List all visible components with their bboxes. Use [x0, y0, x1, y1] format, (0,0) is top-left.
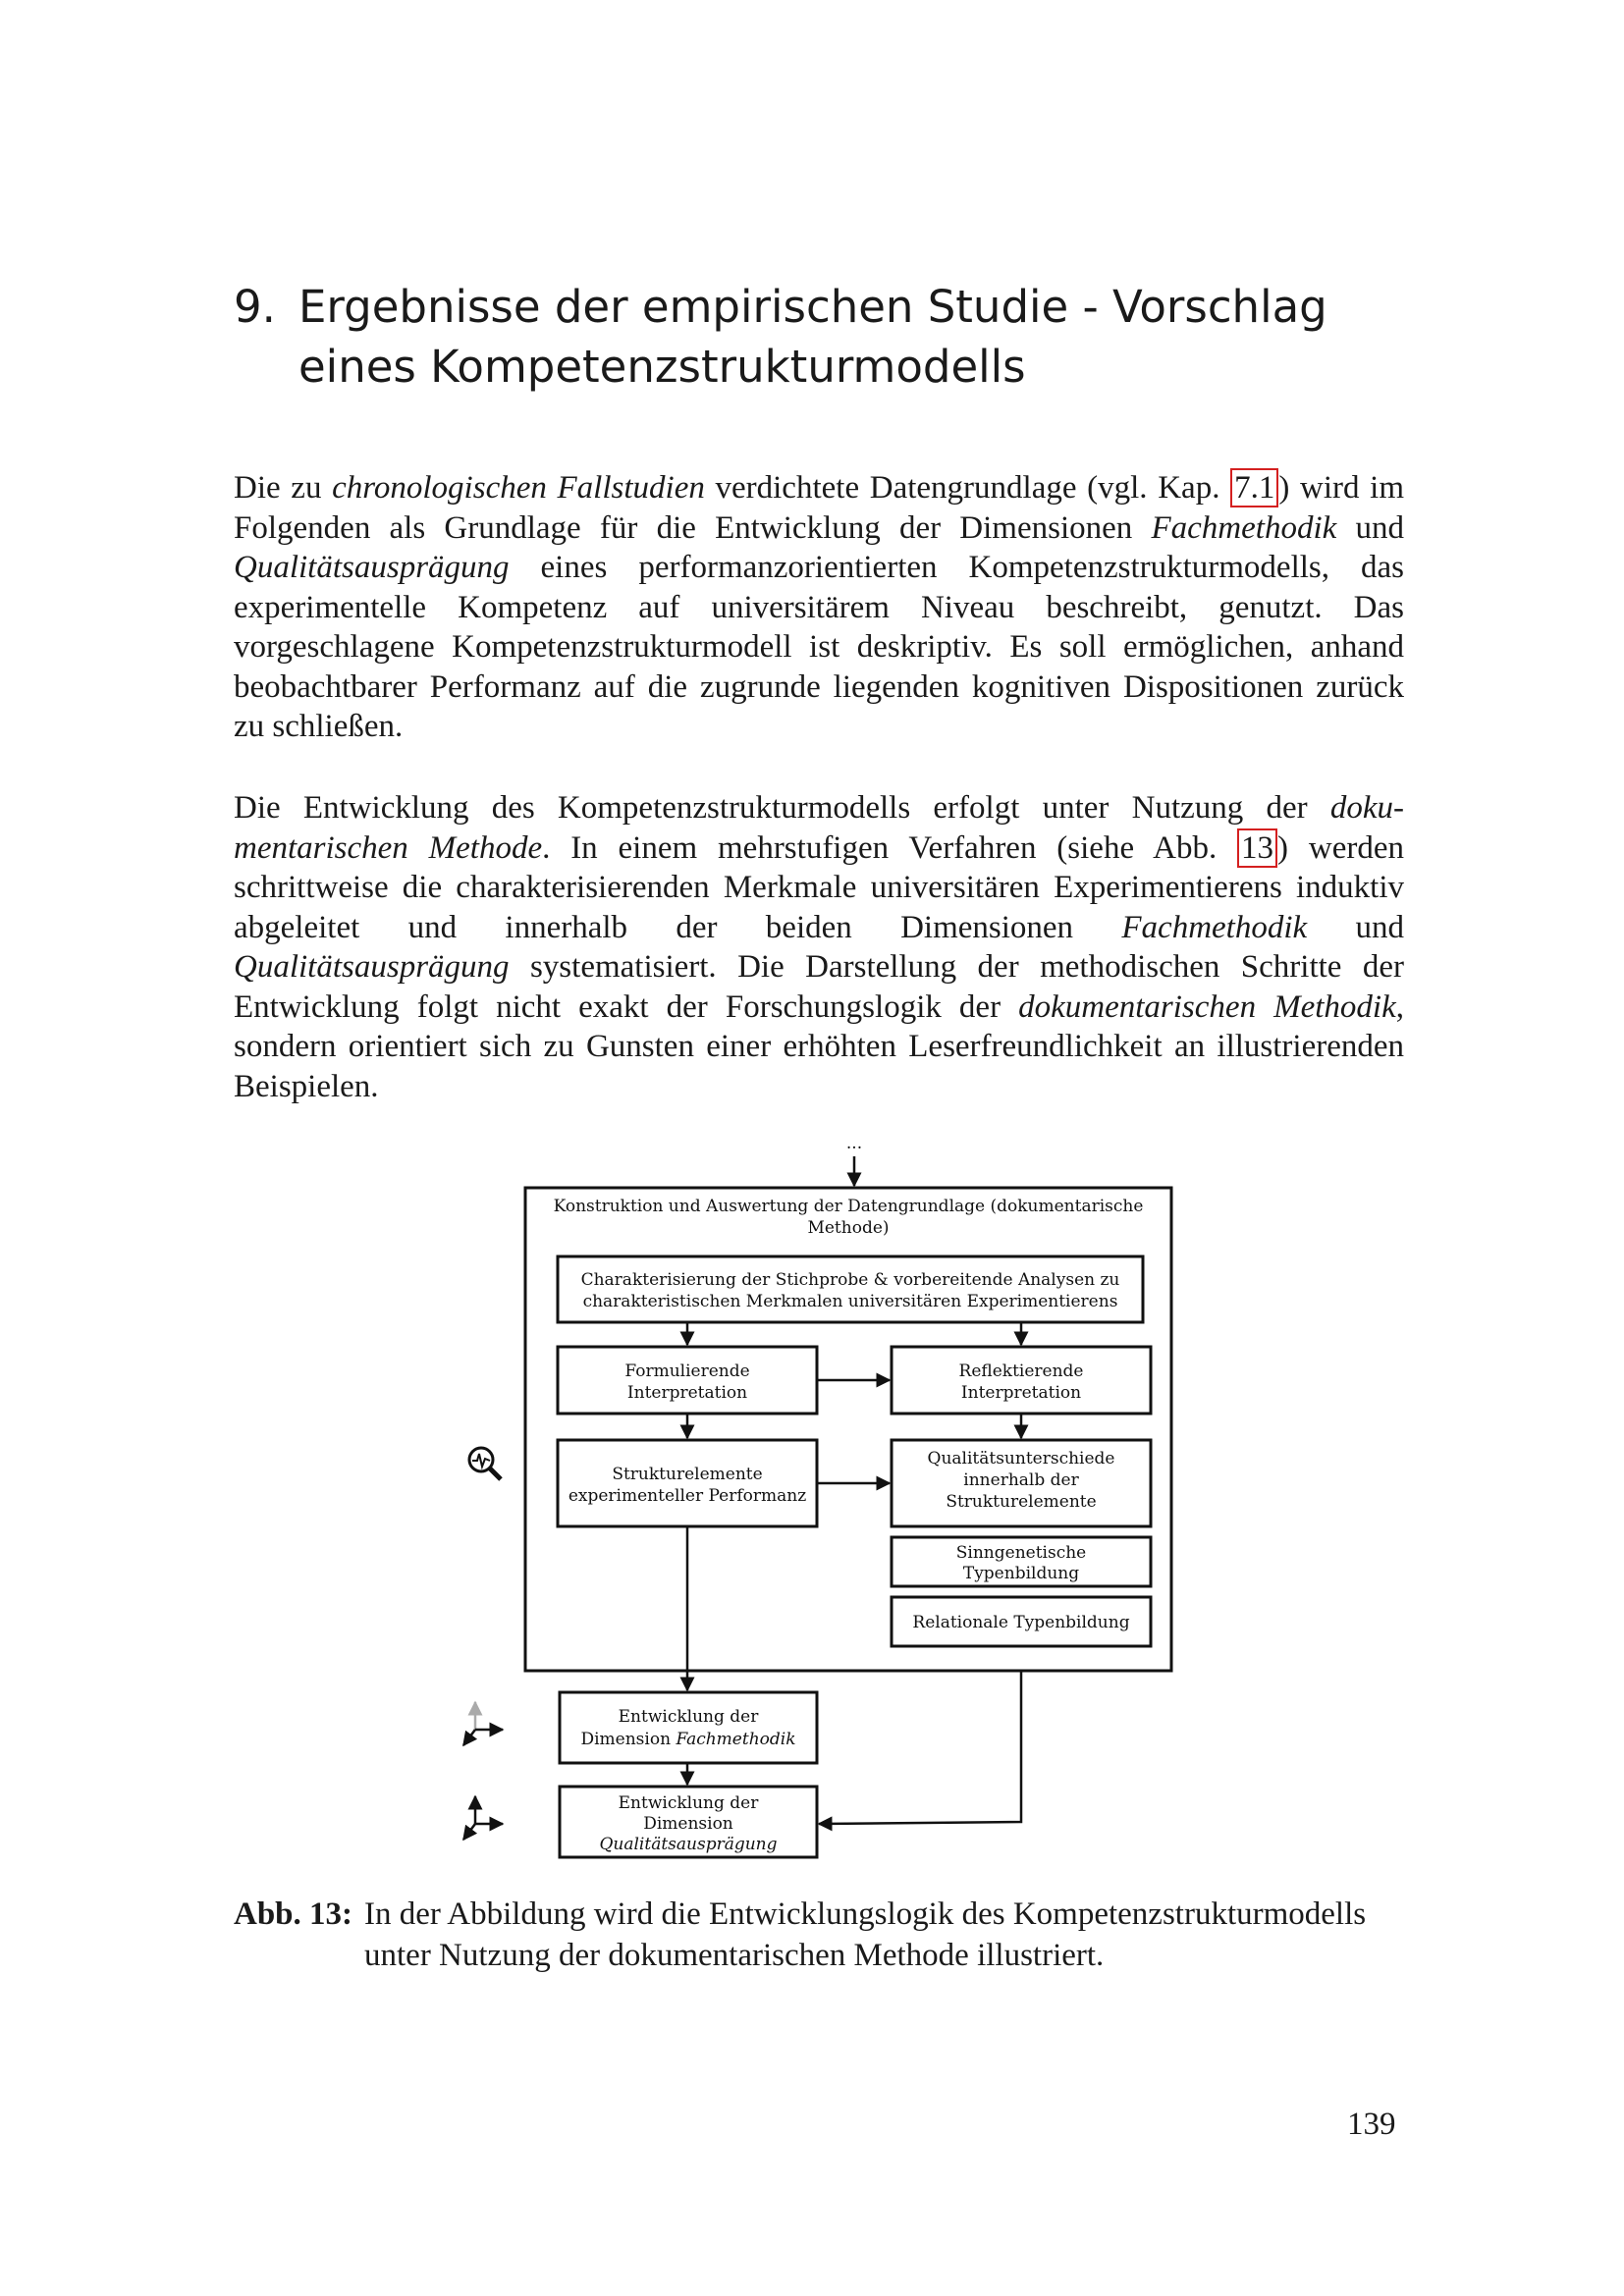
figure-reference-link[interactable]: 13: [1237, 828, 1277, 868]
fach-line-2a: Dimension: [580, 1730, 677, 1749]
relational-label: Relationale Typenbildung: [912, 1613, 1130, 1632]
chapter-title: Ergebnisse der empirischen Studie - Vorschlag eines Kompetenzstrukturmodells: [298, 281, 1327, 393]
axes-qualitaet-icon: [463, 1796, 503, 1840]
sinngenetisch-line-2: Typenbildung: [962, 1564, 1080, 1583]
p1-text-2: verdichtete Datengrundlage (vgl. Kap.: [704, 470, 1231, 506]
sinngenetisch-line-1: Sinngenetische: [955, 1543, 1087, 1563]
p2-italic-2: Fachmethodik: [1121, 909, 1308, 945]
magnifier-analysis-icon: [469, 1448, 501, 1479]
chapter-heading: [234, 277, 1412, 397]
p2-text-3: ) werden schrittweise die charakterisierenden Merkmale universitären Experimentierens induktiv abgeleitet und innerhalb der beiden Dimensionen: [234, 829, 1404, 945]
p2-italic-3: Qualitätsausprägung: [234, 949, 510, 985]
page-number: 139: [1347, 2107, 1396, 2142]
p1-text-1: Die zu: [234, 470, 333, 506]
p1-italic-2: Fachmethodik: [1151, 509, 1337, 546]
char-line-2: charakteristischen Merkmalen universitären Experimentierens: [582, 1292, 1118, 1311]
formulierende-line-2: Interpretation: [626, 1383, 748, 1403]
p1-text-3: ) wird im Folgenden als Grundlage für die Entwicklung der Dimensionen: [234, 470, 1404, 546]
fach-line-2b: Fachmethodik: [676, 1730, 796, 1749]
qual-line-2: Dimension: [643, 1814, 733, 1834]
reflektierende-line-1: Reflektierende: [958, 1362, 1084, 1381]
caption-text: In der Abbildung wird die Entwicklungslogik des Kompetenzstrukturmodells unter Nutzung der dokumentarischen Methode illustriert.: [364, 1896, 1367, 1973]
chapter-reference-link[interactable]: 7.1: [1230, 468, 1278, 507]
qualitaet-line-3: Strukturelemente: [946, 1492, 1097, 1512]
chapter-number: 9.: [234, 281, 276, 333]
fach-line-2: [580, 1730, 795, 1749]
p2-text-1: Die Entwicklung des Kompetenzstrukturmodells erfolgt unter Nutzung der: [234, 790, 1330, 826]
p1-text-5: eines performanzorientierten Kompetenzstrukturmodells, das experimentelle Kompetenz auf universitärem Niveau beschreibt, genutzt. Das vorgeschlagene Kompetenzstrukturmodell ist deskriptiv. Es soll ermöglichen, anhand beobachtbarer Performanz auf die zugrunde liegenden kognitiven Dispositionen zurück zu schließen.: [234, 550, 1404, 744]
qualitaet-line-1: Qualitätsunterschiede: [927, 1449, 1115, 1468]
fach-line-1: Entwicklung der: [618, 1707, 759, 1727]
qual-line-3: Qualitätsausprägung: [599, 1835, 778, 1854]
caption-label: Abb. 13:: [234, 1896, 353, 1932]
outer-title-line-2: Methode): [807, 1218, 890, 1238]
fachmethodik-box: [560, 1692, 817, 1763]
ellipsis-label: ...: [845, 1134, 863, 1153]
p2-italic-1: dokumentarischen Methode: [234, 790, 1404, 866]
p2-text-2: . In einem mehrstufigen Verfahren (siehe Abb.: [542, 829, 1238, 866]
qual-line-1: Entwicklung der: [618, 1793, 759, 1813]
char-line-1: Charakterisierung der Stichprobe & vorbereitende Analysen zu: [580, 1270, 1120, 1290]
p2-text-6: , sondern orientiert sich zu Gunsten einer erhöhten Leserfreundlichkeit an illustrierenden Beispielen.: [234, 988, 1404, 1104]
axes-fachmethodik-icon: [463, 1702, 503, 1745]
p1-italic-3: Qualitätsausprägung: [234, 550, 510, 585]
flow-diagram-figure: [452, 1129, 1198, 1875]
p1-italic-1: chronologischen Fallstudien: [332, 470, 705, 506]
figure-caption: [234, 1894, 1412, 1976]
struktur-line-1: Strukturelemente: [612, 1465, 763, 1484]
outer-title-line-1: Konstruktion und Auswertung der Datengrundlage (dokumentarische: [553, 1197, 1144, 1216]
p2-text-4: und: [1307, 909, 1404, 945]
qualitaet-line-2: innerhalb der: [963, 1470, 1079, 1490]
reflektierende-line-2: Interpretation: [960, 1383, 1082, 1403]
p2-text-5: systematisiert. Die Darstellung der methodischen Schritte der Entwicklung folgt nicht exakt der Forschungslogik der: [234, 949, 1404, 1025]
paragraph-2: [234, 788, 1404, 1106]
formulierende-line-1: Formulierende: [624, 1362, 750, 1381]
arrow-outer-to-qualitaetsdimension: [819, 1671, 1021, 1824]
p1-text-4: und: [1336, 509, 1404, 546]
paragraph-1: [234, 468, 1404, 747]
struktur-line-2: experimenteller Performanz: [568, 1486, 807, 1506]
p2-italic-4: dokumentarischen Methodik: [1018, 988, 1396, 1025]
